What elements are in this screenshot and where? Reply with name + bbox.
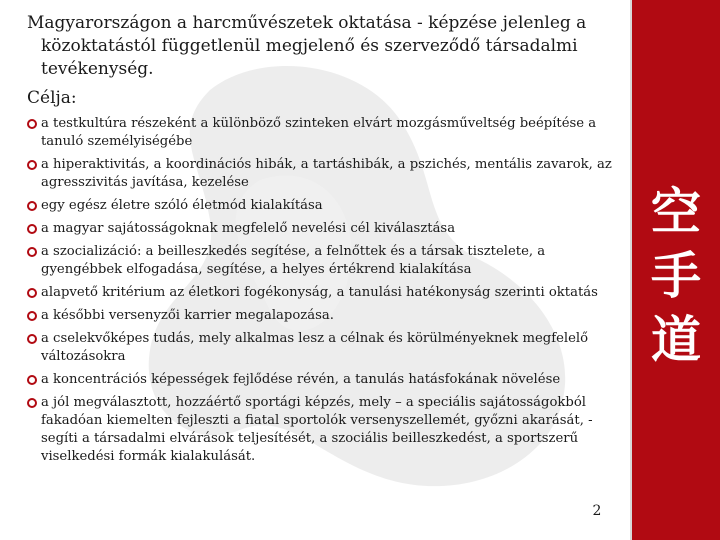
ring-bullet-icon: [27, 375, 37, 385]
ring-bullet-icon: [27, 224, 37, 234]
list-item-text: a koncentrációs képességek fejlődése révén, a tanulás hatásfokának növelése: [41, 372, 561, 387]
list-item: [27, 197, 612, 215]
kanji-do: 道: [651, 311, 701, 369]
list-item-text: a hiperaktivitás, a koordinációs hibák, a tartáshibák, a pszichés, mentális zavarok, az agresszivitás javítása, kezelése: [41, 157, 612, 190]
list-item-text: a testkultúra részeként a különböző szinteken elvárt mozgásműveltség beépítése a tanuló személyiségébe: [41, 116, 597, 149]
list-item: [27, 330, 612, 366]
list-item-text: a szocializáció: a beilleszkedés segítése, a felnőttek és a társak tisztelete, a gyengébbek elfogadása, segítése, a helyes értékrend kialakítása: [41, 244, 546, 277]
list-item: [27, 156, 612, 192]
list-item-text: a magyar sajátosságoknak megfelelő nevelési cél kiválasztása: [41, 221, 456, 236]
karate-do-kanji: [632, 180, 720, 372]
list-item-text: a későbbi versenyzői karrier megalapozása.: [41, 308, 334, 323]
goals-heading: Célja:: [27, 88, 77, 108]
list-item-text: egy egész életre szóló életmód kialakítása: [41, 198, 323, 213]
ring-bullet-icon: [27, 201, 37, 211]
kanji-te: 手: [651, 247, 701, 305]
list-item: [27, 371, 612, 389]
list-item: [27, 284, 612, 302]
ring-bullet-icon: [27, 119, 37, 129]
ring-bullet-icon: [27, 288, 37, 298]
kanji-kara: 空: [651, 183, 701, 241]
page-number: 2: [582, 498, 612, 524]
goals-list: [27, 115, 612, 466]
list-item: [27, 220, 612, 238]
ring-bullet-icon: [27, 247, 37, 257]
list-item-text: a cselekvőképes tudás, mely alkalmas lesz a célnak és körülményeknek megfelelő változásokra: [41, 331, 589, 364]
list-item: [27, 243, 612, 279]
list-item: [27, 115, 612, 151]
ring-bullet-icon: [27, 398, 37, 408]
ring-bullet-icon: [27, 311, 37, 321]
list-item: [27, 307, 612, 325]
ring-bullet-icon: [27, 160, 37, 170]
intro-paragraph: Magyarországon a harcművészetek oktatása - képzése jelenleg a közoktatástól függetlenül megjelenő és szerveződő társadalmi tevékenység.: [27, 13, 587, 79]
list-item-text: alapvető kritérium az életkori fogékonyság, a tanulási hatékonyság szerinti oktatás: [41, 285, 598, 300]
ring-bullet-icon: [27, 334, 37, 344]
slide-content: [27, 12, 612, 471]
list-item-text: a jól megválasztott, hozzáértő sportági képzés, mely – a speciális sajátosságokból fakadóan kiemelten fejleszti a fiatal sportolók versenyszellemét, győzni akarását, - segíti a társadalmi elvárások teljesítését, a szociális beilleszkedést, a sportszerű viselkedési formák kialakulását.: [41, 395, 593, 464]
list-item: [27, 394, 612, 466]
